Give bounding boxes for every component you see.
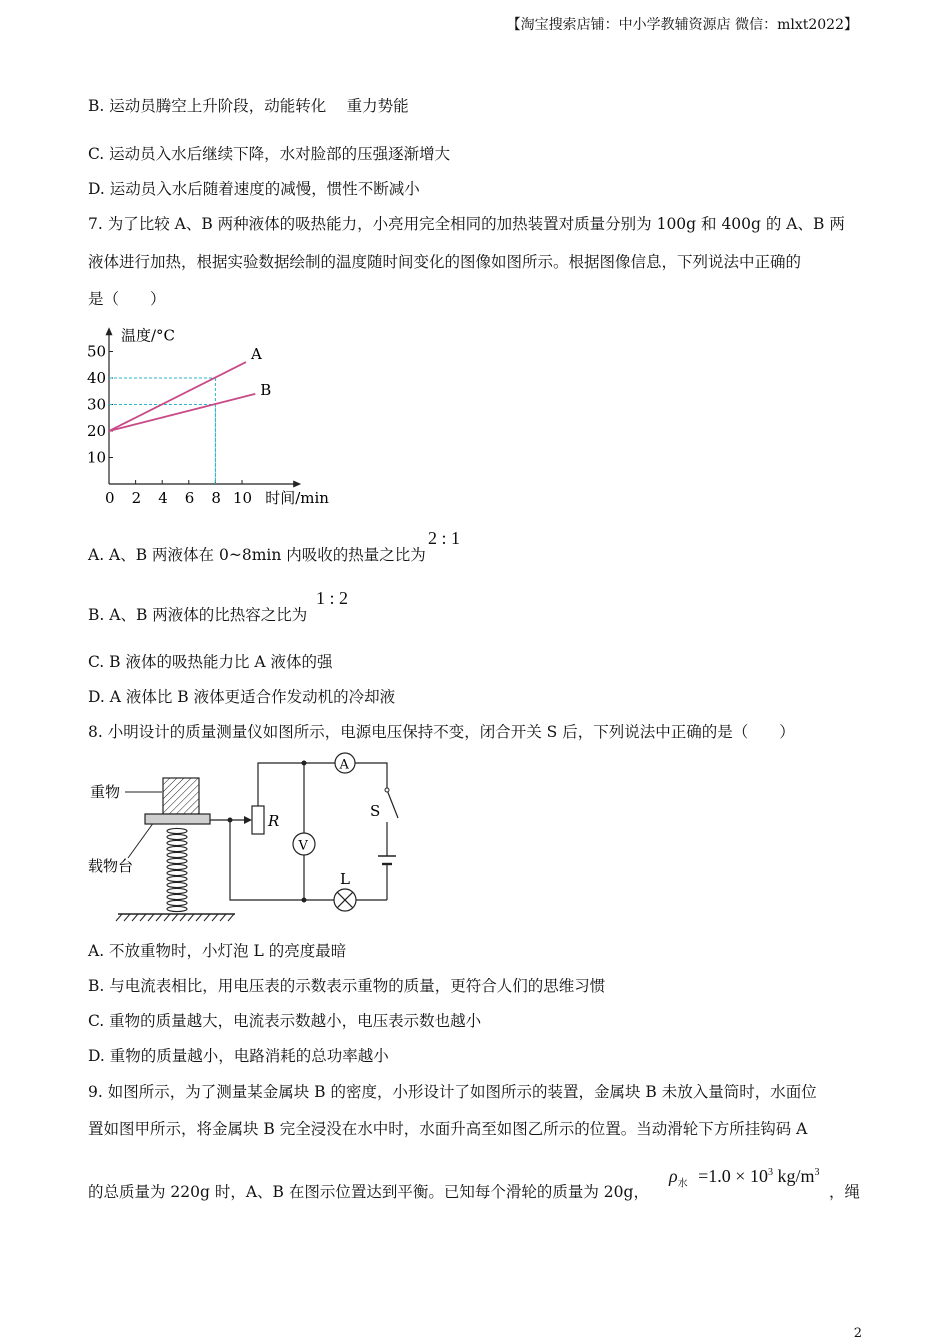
x-axis-arrow	[293, 481, 301, 488]
ground	[116, 914, 235, 921]
q7-stem-line2: 液体进行加热，根据实验数据绘制的温度随时间变化的图像如图所示。根据图像信息，下列说法中正确的	[88, 253, 802, 271]
q8-option-d: D. 重物的质量越小，电路消耗的总功率越小	[88, 1047, 389, 1065]
y-axis-label: 温度/°C	[121, 326, 176, 345]
q7-option-c: C. B 液体的吸热能力比 A 液体的强	[88, 653, 333, 671]
switch-s	[387, 790, 398, 818]
ratio-1-2: 1 : 2	[316, 588, 349, 608]
slider-arrow	[244, 816, 252, 824]
series-line-a	[109, 362, 246, 431]
weight-label: 重物	[90, 783, 121, 801]
ammeter-label: A	[339, 757, 349, 773]
weight-block	[163, 778, 199, 814]
resistor-r	[252, 806, 264, 834]
lamp-label: L	[340, 870, 350, 888]
q8-option-a: A. 不放重物时，小灯泡 L 的亮度最暗	[88, 942, 347, 960]
y-tick-label: 50	[87, 342, 107, 361]
x-tick-label: 0	[105, 489, 115, 507]
q9-stem-tail: ，绳	[829, 1183, 861, 1201]
q7-stem-line3: 是（ ）	[88, 290, 166, 308]
y-tick-label: 20	[87, 422, 107, 440]
x-tick-label: 2	[131, 489, 142, 507]
q8-option-c: C. 重物的质量越大，电流表示数越小，电压表示数也越小	[88, 1012, 482, 1030]
page-header: 【淘宝搜索店铺：中小学教辅资源店 微信：mlxt2022】	[506, 17, 858, 33]
x-tick-label: 4	[158, 489, 168, 507]
q9-stem-line2: 置如图甲所示，将金属块 B 完全浸没在水中时，水面升高至如图乙所示的位置。当动滑轮下方所挂钩码 A	[88, 1120, 808, 1138]
rho-unit-exponent: 3	[814, 1167, 820, 1178]
rho-unit: kg/m	[777, 1166, 815, 1186]
mass-meter-circuit-diagram	[85, 750, 415, 925]
resistor-label: R	[268, 812, 280, 830]
y-tick-label: 10	[87, 448, 107, 467]
rho-value: =1.0 × 10	[698, 1166, 768, 1186]
temperature-time-chart	[80, 315, 370, 515]
rho-exponent: 3	[767, 1167, 773, 1178]
rho-subscript: 水	[677, 1178, 688, 1190]
q9-stem-line1: 9. 如图所示，为了测量某金属块 B 的密度，小形设计了如图所示的装置，金属块 B 未放入量筒时，水面位	[88, 1083, 817, 1101]
y-tick-label: 40	[87, 369, 107, 387]
series-label-b: B	[260, 380, 272, 399]
x-tick-label: 8	[211, 489, 221, 507]
q8-option-b: B. 与电流表相比，用电压表的示数表示重物的质量，更符合人们的思维习惯	[88, 977, 606, 995]
q6-option-c: C. 运动员入水后继续下降，水对脸部的压强逐渐增大	[88, 145, 451, 163]
switch-label: S	[370, 802, 381, 820]
junction-top	[302, 761, 307, 766]
platform-plate	[145, 814, 210, 824]
water-density-formula	[669, 1166, 819, 1190]
series-line-b	[109, 394, 255, 431]
x-axis-label: 时间/min	[265, 489, 329, 507]
q7-stem-line1: 7. 为了比较 A、B 两种液体的吸热能力，小亮用完全相同的加热装置对质量分别为 100g 和 400g 的 A、B 两	[88, 215, 845, 233]
x-tick-label: 6	[184, 489, 195, 507]
voltmeter-label: V	[298, 838, 308, 854]
series-label-a: A	[250, 345, 262, 364]
switch-pivot	[385, 788, 389, 792]
x-tick-label: 10	[233, 489, 253, 507]
q6-option-b: B. 运动员腾空上升阶段，动能转化 重力势能	[88, 97, 409, 115]
platform-leader-line	[128, 822, 154, 858]
y-tick-label: 30	[87, 395, 107, 414]
page-number: 2	[853, 1326, 862, 1341]
q8-stem: 8. 小明设计的质量测量仪如图所示，电源电压保持不变，闭合开关 S 后，下列说法中正确的是（ ）	[88, 723, 795, 741]
y-axis-arrow	[106, 327, 113, 335]
q6-option-d: D. 运动员入水后随着速度的减慢，惯性不断减小	[88, 180, 420, 198]
spring	[167, 828, 187, 911]
junction-bottom	[302, 898, 307, 903]
q7-option-b: B. A、B 两液体的比热容之比为	[88, 606, 308, 624]
platform-label: 载物台	[88, 857, 134, 875]
q9-stem-line3: 的总质量为 220g 时，A、B 在图示位置达到平衡。已知每个滑轮的质量为 20g，	[88, 1183, 649, 1201]
q7-option-a: A. A、B 两液体在 0~8min 内吸收的热量之比为	[88, 546, 426, 564]
rho-symbol: ρ	[669, 1166, 678, 1186]
ratio-2-1: 2 : 1	[428, 528, 461, 548]
q7-option-d: D. A 液体比 B 液体更适合作发动机的冷却液	[88, 688, 396, 706]
